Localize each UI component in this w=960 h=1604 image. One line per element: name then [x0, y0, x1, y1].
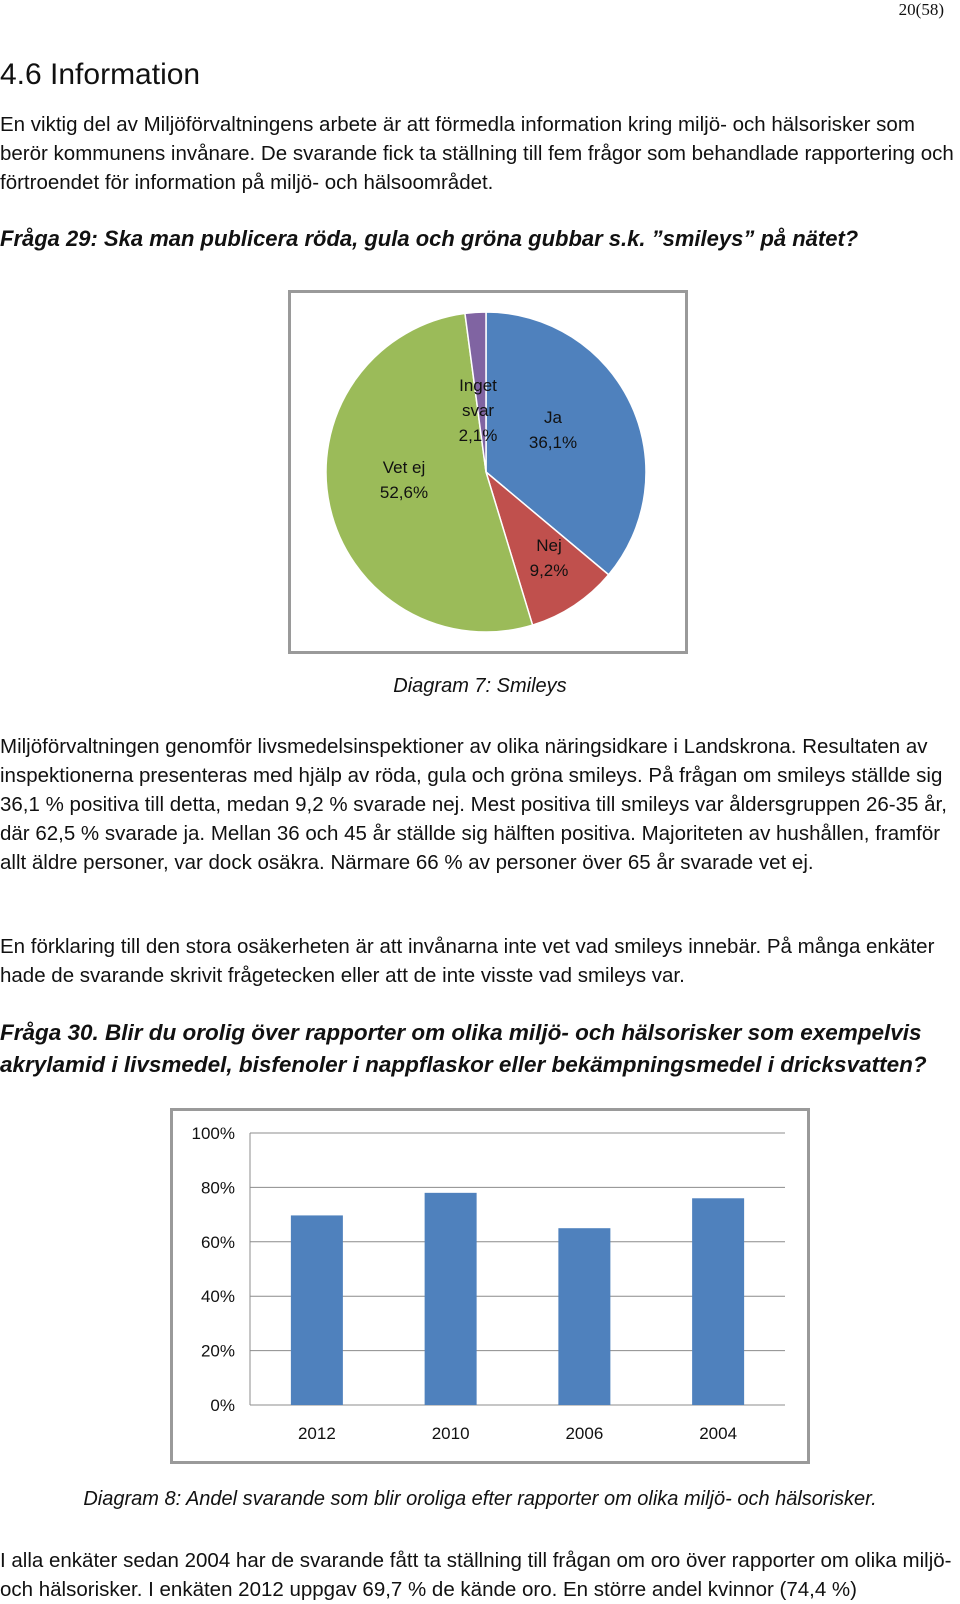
- bar-2006: [558, 1228, 610, 1405]
- bar-chart: [173, 1111, 807, 1461]
- y-tick-label: 0%: [210, 1396, 235, 1415]
- y-tick-label: 60%: [200, 1232, 235, 1252]
- bar-2010: [425, 1193, 477, 1405]
- bar-2004: [692, 1198, 744, 1405]
- y-tick-label: 20%: [200, 1341, 235, 1361]
- smileys-paragraph: Miljöförvaltningen genomför livsmedelsinspektioner av olika näringsidkare i Landskrona. Resultaten av inspektionerna presenteras med hjälp av röda, gula och gröna smileys. På frågan om smileys ställde sig 36,1 % positiva till detta, medan 9,2 % svarade nej. Mest positiva till smileys var åldersgruppen 26-35 år, där 62,5 % svarade ja. Mellan 36 och 45 år ställde sig hälften positiva. Majoriteten av hushållen, framför allt äldre personer, var dock osäkra. Närmare 66 % av personer över 65 år svarade vet ej.: [0, 735, 947, 874]
- bar-chart-frame: [170, 1108, 810, 1464]
- pie-chart: [291, 293, 685, 651]
- closing-paragraph: I alla enkäter sedan 2004 har de svarande fått ta ställning till frågan om oro över rapporter om olika miljö- och hälsorisker. I enkäten 2012 uppgav 69,7 % de kände oro. En större andel kvinnor (74,4 %): [0, 1549, 952, 1601]
- question-30: Fråga 30. Blir du orolig över rapporter om olika miljö- och hälsorisker som exempelvis akrylamid i livsmedel, bisfenoler i nappflaskor eller bekämpningsmedel i dricksvatten?: [0, 1020, 927, 1077]
- x-tick-label: 2012: [297, 1424, 336, 1443]
- x-tick-label: 2006: [565, 1424, 604, 1443]
- diagram-7-caption: Diagram 7: Smileys: [393, 675, 567, 697]
- section-heading: 4.6 Information: [0, 58, 201, 91]
- x-tick-label: 2010: [431, 1424, 470, 1443]
- pie-label-inget-svar: Inget svar 2,1%: [458, 376, 498, 445]
- y-tick-label: 100%: [191, 1124, 235, 1143]
- diagram-8-caption: Diagram 8: Andel svarande som blir oroliga efter rapporter om olika miljö- och hälsorisker.: [83, 1488, 877, 1510]
- pie-label-vet-ej: Vet ej 52,6%: [379, 458, 429, 502]
- x-tick-label: 2004: [699, 1424, 738, 1443]
- y-tick-label: 80%: [200, 1178, 235, 1198]
- page-number: 20(58): [898, 0, 944, 19]
- question-29: Fråga 29: Ska man publicera röda, gula och gröna gubbar s.k. ”smileys” på nätet?: [0, 226, 859, 251]
- pie-label-ja: Ja 36,1%: [528, 408, 578, 452]
- pie-chart-frame: [288, 290, 688, 654]
- y-tick-label: 40%: [200, 1287, 235, 1307]
- bar-2012: [291, 1215, 343, 1405]
- pie-label-nej: Nej 9,2%: [529, 536, 569, 580]
- explanation-paragraph: En förklaring till den stora osäkerheten är att invånarna inte vet vad smileys innebär. På många enkäter hade de svarande skrivit frågetecken eller att de inte visste vad smileys var.: [0, 935, 935, 987]
- intro-paragraph: En viktig del av Miljöförvaltningens arbete är att förmedla information kring miljö- och hälsorisker som berör kommunens invånare. De svarande fick ta ställning till fem frågor som behandlade rapportering och förtroendet för information på miljö- och hälsoområdet.: [0, 113, 954, 194]
